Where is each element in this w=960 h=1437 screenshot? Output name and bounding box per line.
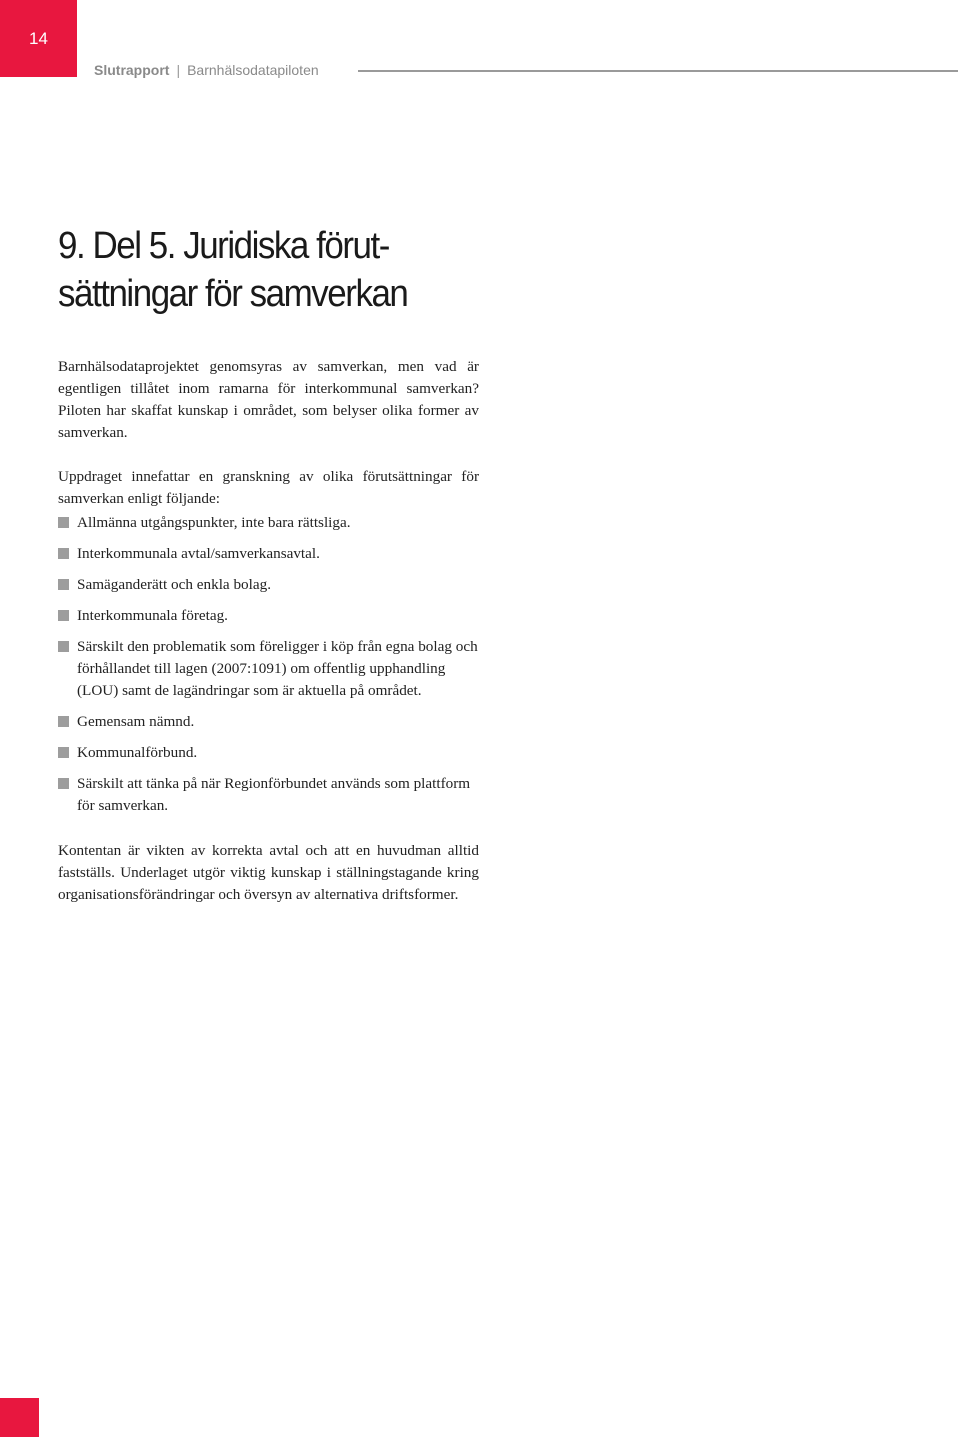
list-item	[58, 773, 479, 817]
square-bullet-icon	[58, 641, 69, 652]
list-item	[58, 512, 479, 534]
intro-paragraph: Barnhälsodataprojektet genomsyras av samverkan, men vad är egentligen tillåtet inom ramarna för interkommunal samverkan? Piloten har skaffat kunskap i området, som belyser olika former av samverkan.	[58, 358, 479, 441]
square-bullet-icon	[58, 548, 69, 559]
header-rule	[358, 70, 958, 72]
list-item-text: Interkommunala företag.	[77, 607, 228, 624]
list-item	[58, 636, 479, 702]
list-intro-paragraph: Uppdraget innefattar en granskning av olika förutsättningar för samverkan enligt följande:	[58, 468, 479, 507]
list-item-text: Gemensam nämnd.	[77, 713, 195, 730]
report-label: Slutrapport	[94, 62, 170, 78]
list-item	[58, 711, 479, 733]
list-item-text: Kommunalförbund.	[77, 744, 198, 761]
page-number: 14	[29, 29, 48, 48]
body-text	[58, 356, 479, 906]
list-item	[58, 742, 479, 764]
chapter-title-line-2: sättningar för samverkan	[58, 273, 408, 315]
square-bullet-icon	[58, 747, 69, 758]
square-bullet-icon	[58, 579, 69, 590]
footer-accent-box	[0, 1398, 39, 1437]
list-item	[58, 574, 479, 596]
chapter-title-line-1: 9. Del 5. Juridiska förut-	[58, 225, 389, 267]
bullet-list	[58, 512, 479, 817]
square-bullet-icon	[58, 716, 69, 727]
list-item-text: Särskilt att tänka på när Regionförbundet används som plattform för samverkan.	[77, 775, 471, 814]
header-separator: |	[176, 62, 181, 78]
report-subtitle: Barnhälsodatapiloten	[187, 62, 319, 78]
list-item	[58, 605, 479, 627]
list-item-text: Allmänna utgångspunkter, inte bara rättsliga.	[77, 514, 351, 531]
conclusion-paragraph: Kontentan är vikten av korrekta avtal och att en huvudman alltid fastställs. Underlaget utgör viktig kunskap i ställningstagande kring organisationsförändringar och översyn av alternativa driftsformer.	[58, 842, 479, 903]
chapter-title	[58, 222, 463, 318]
list-item-text: Särskilt den problematik som föreligger i köp från egna bolag och förhållandet till lagen (2007:1091) om offentlig upphandling (LOU) samt de lagändringar som är aktuella på området.	[77, 638, 478, 699]
square-bullet-icon	[58, 517, 69, 528]
square-bullet-icon	[58, 610, 69, 621]
list-item-text: Interkommunala avtal/samverkansavtal.	[77, 545, 320, 562]
list-item-text: Samäganderätt och enkla bolag.	[77, 576, 271, 593]
running-header	[94, 62, 319, 78]
square-bullet-icon	[58, 778, 69, 789]
list-item	[58, 543, 479, 565]
